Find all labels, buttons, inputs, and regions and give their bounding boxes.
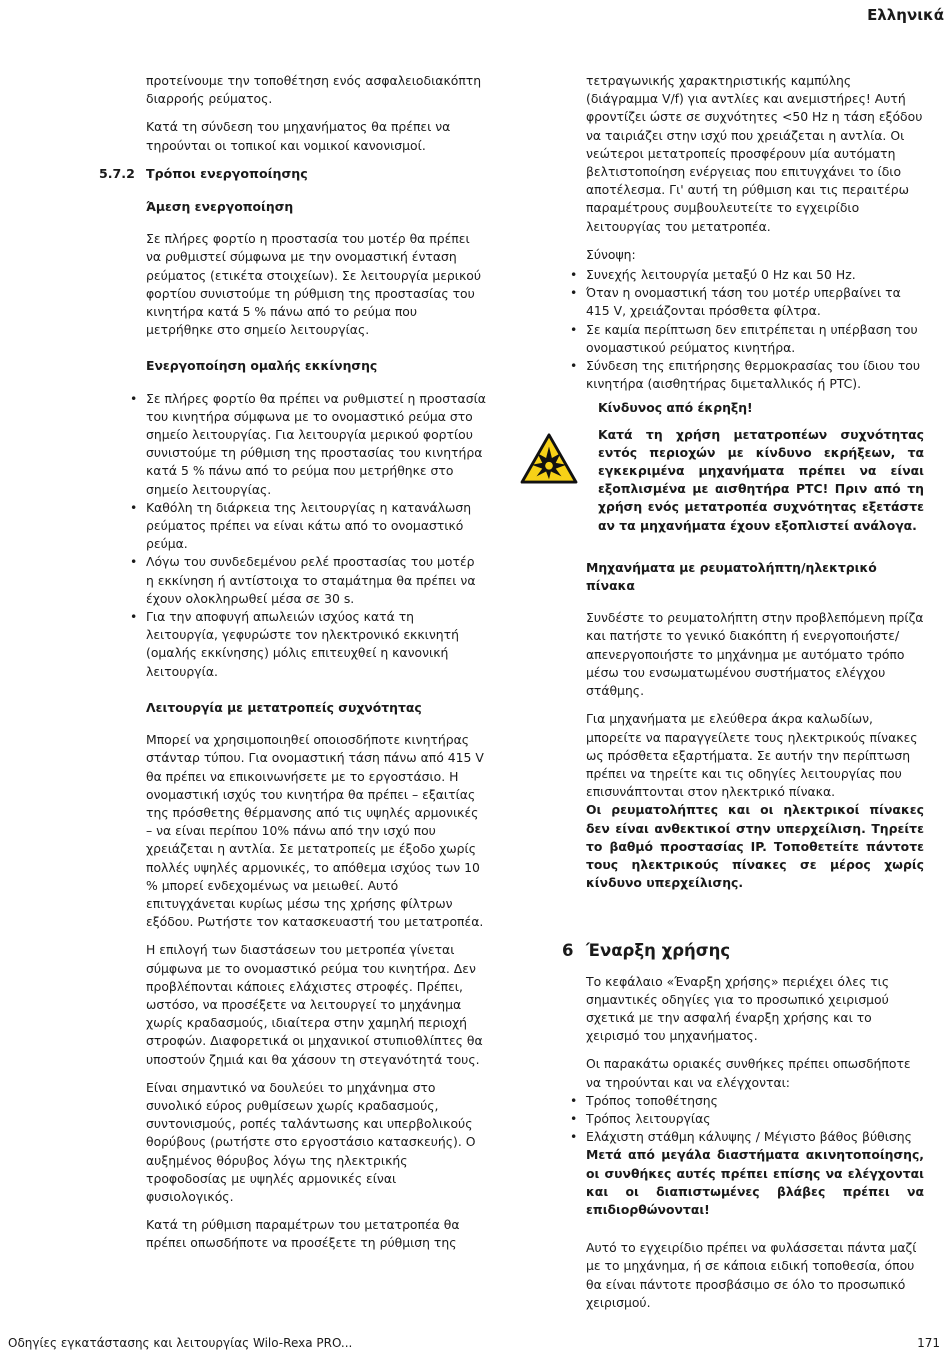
warning-title: Κίνδυνος από έκρηξη! [598, 400, 753, 416]
paragraph: Αυτό το εγχειρίδιο πρέπει να φυλάσσεται πάντα μαζί με το μηχάνημα, ή σε κάποια ειδική τοποθεσία, όπου θα είναι πάντοτε προσβάσιμο σε όλο το προσωπικό χειρισμού. [586, 1240, 917, 1310]
list-item: • Σύνδεση της επιτήρησης θερμοκρασίας του ίδιου του κινητήρα (αισθητήρας διμεταλλικός ή PTC). [586, 357, 924, 393]
section-title: Τρόποι ενεργοποίησης [146, 165, 308, 181]
subheading-direct-start: Άμεση ενεργοποίηση [146, 199, 294, 215]
list-item: • Σε πλήρες φορτίο θα πρέπει να ρυθμιστεί η προστασία του κινητήρα σύμφωνα με το ονομαστικό ρεύμα στο σημείο λειτουργίας. Για λειτουργία μερικού φορτίου συνιστούμε τη ρύθμιση της προστασίας του κινητήρα κατά 5 % πάνω από το ρεύμα που μετρήθηκε στο σημείο λειτουργίας. [146, 390, 486, 499]
list-item: • Όταν η ονομαστική τάση του μοτέρ υπερβαίνει τα 415 V, χρειάζονται πρόσθετα φίλτρα. [586, 284, 924, 320]
paragraph: Η επιλογή των διαστάσεων του μετροπέα γίνεται σύμφωνα με το ονομαστικό ρεύμα του κινητήρα. Δεν προβλέπονται κάποιες ελάχιστες στροφές. Πρέπει, ωστόσο, να προσέξετε να λειτουργεί το μηχάνημα χωρίς κραδασμούς, ιδιαίτερα στην χαμηλή περιοχή στροφών. Διαφορετικά οι μηχανικοί στυπιοθλίπτες θα υποστούν ζημιά και θα χάσουν τη στεγανότητά τους. [146, 942, 483, 1067]
list-item: • Για την αποφυγή απωλειών ισχύος κατά τη λειτουργία, γεφυρώστε τον ηλεκτρονικό εκκινητή (ομαλής εκκίνησης) μόλις επιτευχθεί η κανονική λειτουργία. [146, 608, 486, 681]
paragraph: Μπορεί να χρησιμοποιηθεί οποιοσδήποτε κινητήρας στάνταρ τύπου. Για ονομαστική τάση πάνω από 415 V θα πρέπει να επικοινωνήσετε με το εργοστάσιο. Η ονομαστική ισχύς του κινητήρα θα πρέπει – εξαιτίας της πρόσθετης θέρμανσης από τις υψηλές αρμονικές – να είναι περίπου 10% πάνω από την ισχύ που χρειάζεται η αντλία. Σε μετατροπείς με έξοδο χωρίς πολλές υψηλές αρμονικές, το απόθεμα ισχύος των 10 % μπορεί ενδεχομένως να μειωθεί. Αυτό επιτυγχάνεται κυρίως μέσω της χρήσης φίλτρων εξόδου. Ρωτήστε τον κατασκευαστή του μετατροπέα. [146, 732, 484, 930]
header-language: Ελληνικά [867, 6, 944, 24]
explosion-hazard-icon [520, 433, 578, 485]
subheading-plug-control: Μηχανήματα με ρευματολήπτη/ηλεκτρικό πίνακα [586, 559, 877, 594]
paragraph: Οι παρακάτω οριακές συνθήκες πρέπει οπωσδήποτε να τηρούνται και να ελέγχονται: [586, 1056, 911, 1090]
list-item: • Σε καμία περίπτωση δεν επιτρέπεται η υπέρβαση του ονομαστικού ρεύματος κινητήρα. [586, 321, 924, 357]
paragraph: Κατά τη σύνδεση του μηχανήματος θα πρέπει να τηρούνται οι τοπικοί και νομικοί κανονισμοί. [146, 119, 451, 153]
summary-label: Σύνοψη: [586, 246, 636, 262]
list-item: • Λόγω του συνδεδεμένου ρελέ προστασίας του μοτέρ η εκκίνηση ή αντίστοιχα το σταμάτημα θα πρέπει να έχουν ολοκληρωθεί μέσα σε 30 s. [146, 553, 486, 608]
list-item: • Τρόπος τοποθέτησης [586, 1092, 924, 1110]
paragraph: Κατά τη ρύθμιση παραμέτρων του μετατροπέα θα πρέπει οπωσδήποτε να προσέξετε τη ρύθμιση της [146, 1217, 460, 1251]
list-item: • Συνεχής λειτουργία μεταξύ 0 Hz και 50 Hz. [586, 266, 924, 284]
warning-box [586, 399, 924, 534]
paragraph: Είναι σημαντικό να δουλεύει το μηχάνημα στο συνολικό εύρος ρυθμίσεων χωρίς κραδασμούς, συντονισμούς, ροπές ταλάντωσης και υπερβολικούς θορύβους (ρωτήστε στο εργοστάσιο κατασκευής). Ο αυξημένος θόρυβος λόγω της ηλεκτρικής τροφοδοσίας με υψηλές αρμονικές είναι φυσιολογικός. [146, 1079, 476, 1204]
left-column [99, 72, 486, 1263]
footer-page-number: 171 [917, 1336, 940, 1350]
list-item: • Καθόλη τη διάρκεια της λειτουργίας η κατανάλωση ρεύματος πρέπει να είναι κάτω από το ονομαστικό ρεύμα. [146, 499, 486, 554]
bullet-list [146, 390, 486, 681]
bold-notice: Οι ρευματολήπτες και οι ηλεκτρικοί πίνακες δεν είναι ανθεκτικοί στην υπερχείλιση. Τηρείτε το βαθμό προστασίας IP. Τοποθετείτε πάντοτε τους ηλεκτρικούς πίνακες σε μέρος χωρίς κίνδυνο υπερχείλισης. [586, 802, 924, 891]
bold-notice: Μετά από μεγάλα διαστήματα ακινητοποίησης, οι συνθήκες αυτές πρέπει επίσης να ελέγχονται και οι διαπιστωμένες βλάβες πρέπει να επιδιορθώνονται! [586, 1147, 924, 1217]
warning-text: Κατά τη χρήση μετατροπέων συχνότητας εντός περιοχών με κίνδυνο εκρήξεων, τα εγκεκριμένα μηχανήματα πρέπει να είναι εξοπλισμένα με αισθητήρα PTC! Πριν από τη χρήση ενός μετατροπέα συχνότητας εξετάστε αν τα μηχανήματα έχουν εξοπλιστεί ανάλογα. [598, 426, 924, 533]
list-item: • Τρόπος λειτουργίας [586, 1110, 924, 1128]
list-item: • Ελάχιστη στάθμη κάλυψης / Μέγιστο βάθος βύθισης [586, 1128, 924, 1146]
bullet-list [586, 1092, 924, 1147]
paragraph: τετραγωνικής χαρακτηριστικής καμπύλης (διάγραμμα V/f) για αντλίες και ανεμιστήρες! Αυτή φροντίζει ώστε σε συχνότητες <50 Hz η τάση εξόδου να ταιριάζει στην ισχύ που χρειάζεται η αντλία. Οι νεώτεροι μετατροπείς προσφέρουν μία αυτόματη βελτιστοποίηση ενέργειας που επιτυγχάνει το ίδιο αποτέλεσμα. Γι' αυτή τη ρύθμιση και τις περαιτέρω παραμέτρους συμβουλευτείτε το εγχειρίδιο λειτουργίας του μετατροπέα. [586, 73, 923, 234]
bullet-list [586, 266, 924, 393]
chapter-title: Έναρξη χρήσης [586, 941, 731, 961]
paragraph: Για μηχανήματα με ελεύθερα άκρα καλωδίων, μπορείτε να παραγγείλετε τους ηλεκτρικούς πίνακες ως πρόσθετα εξαρτήματα. Σε αυτήν την περίπτωση πρέπει να τηρείτε και τις οδηγίες λειτουργίας που επισυνάπτονται στον ηλεκτρικό πίνακα. [586, 711, 918, 800]
subheading-frequency-converter: Λειτουργία με μετατροπείς συχνότητας [146, 699, 422, 715]
chapter-heading [562, 941, 924, 961]
paragraph: προτείνουμε την τοποθέτηση ενός ασφαλειοδιακόπτη διαρροής ρεύματος. [146, 73, 482, 107]
right-column [562, 72, 924, 1322]
chapter-number: 6 [562, 941, 574, 961]
paragraph: Σε πλήρες φορτίο η προστασία του μοτέρ θα πρέπει να ρυθμιστεί σύμφωνα με την ονομαστική ένταση ρεύματος (ετικέτα στοιχείων). Σε λειτουργία μερικού φορτίου συνιστούμε τη ρύθμιση της προστασίας του κινητήρα κατά 5 % πάνω από το ρεύμα που μετρήθηκε στο σημείο λειτουργίας. [146, 231, 482, 338]
section-heading [99, 165, 486, 183]
subheading-soft-start: Ενεργοποίηση ομαλής εκκίνησης [146, 358, 378, 374]
section-number: 5.7.2 [99, 165, 135, 181]
paragraph: Το κεφάλαιο «Έναρξη χρήσης» περιέχει όλες τις σημαντικές οδηγίες για το προσωπικό χειρισμού σχετικά με την ασφαλή έναρξη χρήσης και το χειρισμό του μηχανήματος. [586, 973, 890, 1044]
footer-document-title: Οδηγίες εγκατάστασης και λειτουργίας Wilo-Rexa PRO... [8, 1336, 353, 1350]
paragraph: Συνδέστε το ρευματολήπτη στην προβλεπόμενη πρίζα και πατήστε το γενικό διακόπτη ή ενεργοποιήστε/απενεργοποιήστε το μηχάνημα με αυτόματο τρόπο μέσω του ενσωματωμένου συστήματος ελέγχου στάθμης. [586, 610, 924, 699]
